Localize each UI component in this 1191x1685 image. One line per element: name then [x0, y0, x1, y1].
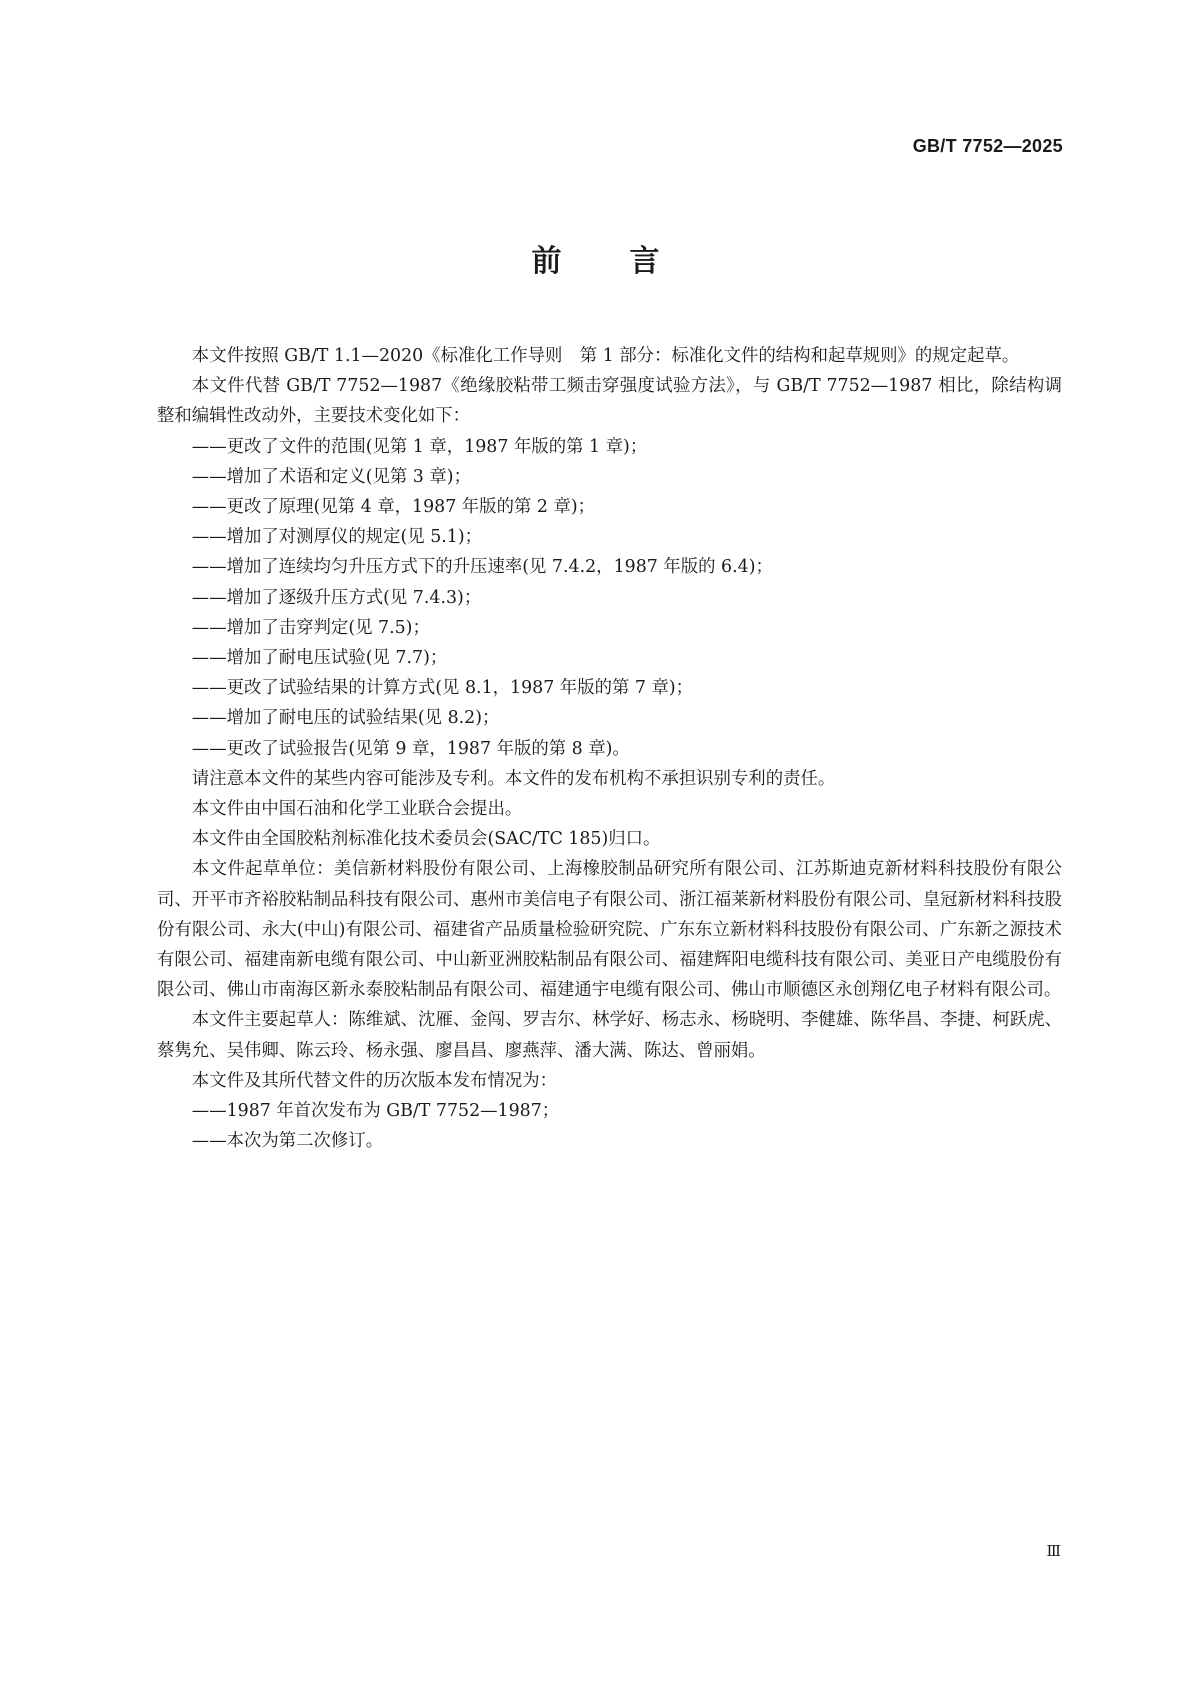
paragraph-patent-notice: 请注意本文件的某些内容可能涉及专利。本文件的发布机构不承担识别专利的责任。 — [191, 768, 836, 789]
history-list — [157, 1096, 1062, 1156]
foreword-body — [157, 341, 1062, 1156]
paragraph-drafting-units: 本文件起草单位：美信新材料股份有限公司、上海橡胶制品研究所有限公司、江苏斯迪克新材料科技股份有限公司、开平市齐裕胶粘制品科技有限公司、惠州市美信电子有限公司、浙江福莱新材料股份有限公司、皇冠新材料科技股份有限公司、永大(中山)有限公司、福建省产品质量检验研究院、广东东立新材料科技股份有限公司、广东新之源技术有限公司、福建南新电缆有限公司、中山新亚洲胶粘制品有限公司、福建辉阳电缆科技有限公司、美亚日产电缆股份有限公司、佛山市南海区新永泰胶粘制品有限公司、福建通宇电缆有限公司、佛山市顺德区永创翔亿电子材料有限公司。 — [157, 859, 1062, 1001]
paragraph-committee: 本文件由全国胶粘剂标准化技术委员会(SAC/TC 185)归口。 — [191, 829, 661, 850]
paragraph-history: 本文件及其所代替文件的历次版本发布情况为： — [191, 1070, 558, 1091]
list-item: ——增加了耐电压的试验结果(见 8.2)； — [191, 708, 500, 729]
title-char-2: 言 — [629, 244, 660, 279]
list-item: ——更改了文件的范围(见第 1 章，1987 年版的第 1 章)； — [191, 436, 648, 457]
paragraph-drafting-rules: 本文件按照 GB/T 1.1—2020《标准化工作导则 第 1 部分：标准化文件的结构和起草规则》的规定起草。 — [191, 346, 1020, 366]
paragraph-drafters: 本文件主要起草人：陈维斌、沈雁、金闯、罗吉尔、林学好、杨志永、杨晓明、李健雄、陈华昌、李捷、柯跃虎、蔡隽允、吴伟卿、陈云玲、杨永强、廖昌昌、廖燕萍、潘大满、陈达、曾丽娟。 — [157, 1010, 1062, 1061]
list-item: ——增加了对测厚仪的规定(见 5.1)； — [191, 527, 483, 548]
page-number: Ⅲ — [1046, 1542, 1061, 1560]
list-item: ——增加了耐电压试验(见 7.7)； — [191, 648, 448, 669]
list-item: ——更改了试验报告(见第 9 章，1987 年版的第 8 章)。 — [191, 738, 630, 759]
list-item: ——增加了连续均匀升压方式下的升压速率(见 7.4.2，1987 年版的 6.4)； — [191, 557, 773, 578]
list-item: ——更改了原理(见第 4 章，1987 年版的第 2 章)； — [191, 497, 596, 518]
paragraph-proposer: 本文件由中国石油和化学工业联合会提出。 — [191, 799, 523, 820]
paragraph-replacement: 本文件代替 GB/T 7752—1987《绝缘胶粘带工频击穿强度试验方法》，与 GB/T 7752—1987 相比，除结构调整和编辑性改动外，主要技术变化如下： — [157, 376, 1062, 427]
list-item: ——增加了逐级升压方式(见 7.4.3)； — [191, 587, 482, 608]
list-item: ——1987 年首次发布为 GB/T 7752—1987； — [191, 1101, 560, 1122]
page-title — [0, 236, 1191, 280]
list-item: ——更改了试验结果的计算方式(见 8.1，1987 年版的第 7 章)； — [191, 678, 694, 699]
title-char-1: 前 — [531, 244, 562, 279]
standard-code: GB/T 7752—2025 — [912, 136, 1063, 156]
list-item: ——本次为第二次修订。 — [191, 1131, 384, 1152]
changes-list — [157, 432, 1062, 764]
list-item: ——增加了术语和定义(见第 3 章)； — [191, 466, 471, 487]
list-item: ——增加了击穿判定(见 7.5)； — [191, 617, 430, 638]
